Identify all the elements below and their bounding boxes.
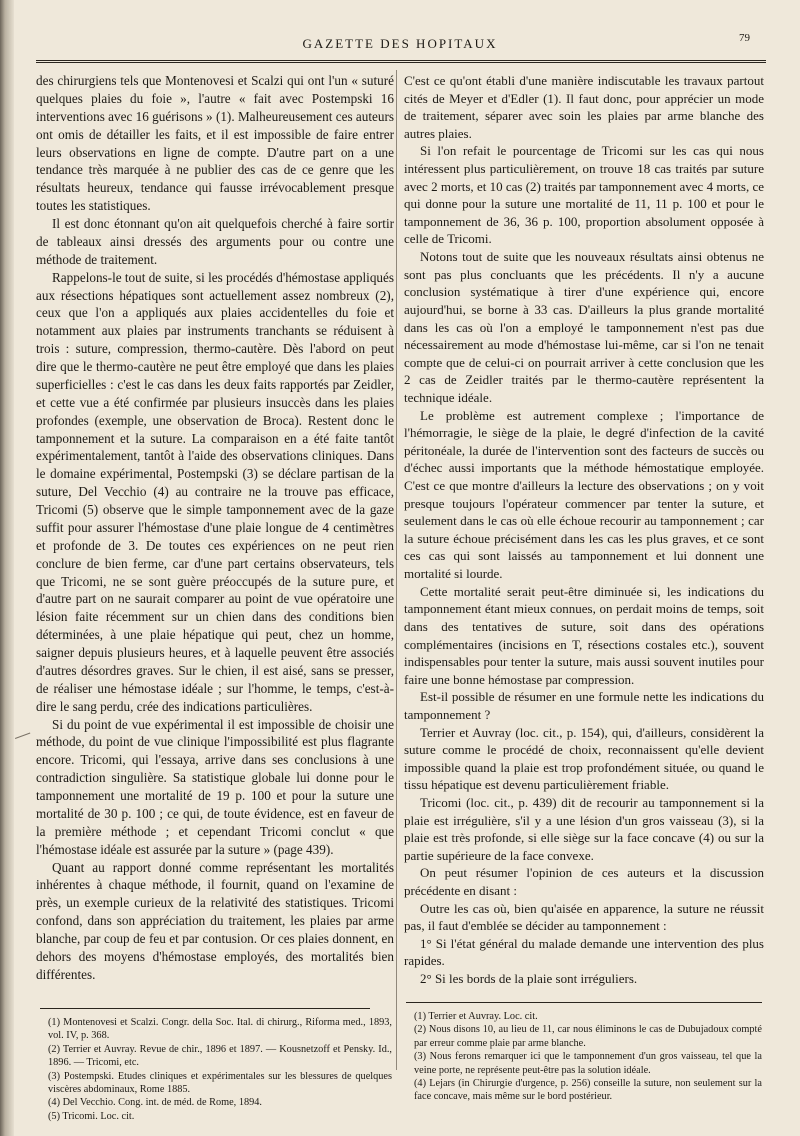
page-header [30,30,770,56]
paragraph: des chirurgiens tels que Montenovesi et Scalzi qui ont l'un « suturé quelques plaies du foie », l'autre « fait avec Postempski 16 interventions avec 16 guérisons » (1). Malheureusement ces auteurs ont omis de détailler les faits, et il est impossible de faire entrer leurs observations en ligne de compte. D'autre part on a une tendance très marquée à ne publier des cas de ce genre que les résultats heureux, tendance qui fausse irrévocablement presque toutes les statistiques. [36,73,394,214]
footnote: (3) Nous ferons remarquer ici que le tamponnement d'un gros vaisseau, tel que la veine porte, ne représente peut-être pas la solution idéale. [414,1051,762,1076]
footnote: (2) Terrier et Auvray. Revue de chir., 1896 et 1897. — Kousnetzoff et Pensky. Id., 1896. — Tricomi, etc. [48,1043,392,1069]
paragraph: On peut résumer l'opinion de ces auteurs et la discussion précédente en disant : [404,865,764,899]
paragraph: Le problème est autrement complexe ; l'importance de l'hémorragie, le siège de la plaie, le degré d'infection de la cavité péritonéale, la durée de l'intervention sont des facteurs de succès ou d'échec aussi importants que la méthode hémostatique employée. C'est ce que montre d'ailleurs la lecture des observations ; on y voit presque toujours l'opérateur commencer par tenter la suture, et seulement dans le cas où elle échoue recourir au tamponnement ; car la suture échoue précisément dans les cas les plus graves, et ce sont ces cas qui sont laissés au tamponnement et lui donnent une mortalité si lourde. [404,407,764,582]
right-column [404,72,764,988]
header-double-rule [36,60,766,63]
footnotes-left [40,1016,392,1123]
footnote-rule-left [40,1008,370,1009]
page-binding-edge [0,0,14,1136]
paragraph: Si l'on refait le pourcentage de Tricomi sur les cas qui nous intéressent plus particulièrement, on trouve 18 cas traités par suture avec 2 morts, et 10 cas (2) traités par tamponnement avec 4 morts, ce qui donne pour la suture une mortalité de 11, 11 p. 100 et pour le tamponnement de 36, 36 p. 100, proportion absolument opposée à celle de Tricomi. [404,143,764,247]
paragraph: Terrier et Auvray (loc. cit., p. 154), qui, d'ailleurs, considèrent la suture comme le procédé de choix, reconnaissent qu'elle devient impossible quand la plaie est trop profondément située, ou quand le tissu hépatique est devenu particulièrement friable. [404,724,764,793]
footnotes-right [406,1010,762,1104]
paragraph: Quant au rapport donné comme représentant les mortalités inhérentes à chaque méthode, il fournit, quand on l'examine de près, un exemple curieux de la relativité des statistiques. Tricomi confond, dans son appréciation du traitement, les plaies par arme blanche, par coup de feu et par contusion. Or ces plaies donnent, en dehors des moyens d'hémostase employés, des mortalités bien différentes. [36,859,394,982]
paragraph: Si du point de vue expérimental il est impossible de choisir une méthode, du point de vue clinique l'impossibilité est plus flagrante encore. Tricomi, qui l'essaya, arrive dans ses conclusions à une contradiction singulière. Sa statistique globale lui donne pour le tamponnement une mortalité de 19 p. 100 et pour la suture une mortalité de 30 p. 100 ; ce qui, de toute évidence, est en faveur de la première méthode ; et cependant Tricomi conclut « que l'hémostase idéale est assurée par la suture » (page 439). [36,716,394,857]
footnote: (1) Montenovesi et Scalzi. Congr. della Soc. Ital. di chirurg., Riforma med., 1893, vol. IV, p. 368. [48,1017,392,1042]
footnote: (5) Tricomi. Loc. cit. [48,1110,135,1122]
paragraph: Est-il possible de résumer en une formule nette les indications du tamponnement ? [404,689,764,722]
left-column [36,72,394,984]
paragraph: Notons tout de suite que les nouveaux résultats ainsi obtenus ne sont pas plus concluants que les précédents. Il n'y a aucune conclusion systématique à tirer d'une expérience qui, encore aujourd'hui, se borne à 33 cas. D'ailleurs la plus grande mortalité dans les cas où l'on a employé le tamponnement n'est pas due nécessairement au mode d'hémostase lui-même, car si l'on ne tenait compte que de celui-ci on pourrait arriver à cette conclusion que les 2 cas de Zeidler traités par le thermo-cautère représentent la technique idéale. [404,249,764,405]
footnote: (2) Nous disons 10, au lieu de 11, car nous éliminons le cas de Dubujadoux compté par erreur comme plaie par arme blanche. [414,1024,762,1049]
page-number: 79 [739,32,750,44]
footnote-rule-right [406,1002,762,1003]
paragraph: Tricomi (loc. cit., p. 439) dit de recourir au tamponnement si la plaie est irrégulière, s'il y a une lésion d'un gros vaisseau (3), si la plaie est très profonde, si elle siège sur la face concave (4) ou sur la partie supérieure de la face convexe. [404,794,764,863]
paragraph: Outre les cas où, bien qu'aisée en apparence, la suture ne réussit pas, il faut d'emblée se décider au tamponnement : [404,900,764,934]
journal-title: GAZETTE DES HOPITAUX [302,36,498,51]
paragraph: 1° Si l'état général du malade demande une intervention des plus rapides. [404,935,764,969]
column-divider [396,70,397,1070]
footnote: (3) Postempski. Etudes cliniques et expérimentales sur les blessures de quelques viscères abdominaux, Rome 1885. [48,1070,392,1096]
paragraph: Il est donc étonnant qu'on ait quelquefois cherché à faire sortir de tableaux ainsi dressés des arguments pour ou contre une méthode de traitement. [36,216,394,267]
footnote: (1) Terrier et Auvray. Loc. cit. [414,1011,538,1022]
paragraph: Cette mortalité serait peut-être diminuée si, les indications du tamponnement étant mieux connues, on perdait moins de temps, soit dans des tentatives de suture, soit dans des opérations complémentaires (incisions en T, résections costales etc.), souvent indispensables pour tenter la suture, mais aussi souvent inutiles pour faire une bonne hémostase par compression. [404,583,764,687]
paragraph: 2° Si les bords de la plaie sont irréguliers. [420,971,638,987]
paragraph: Rappelons-le tout de suite, si les procédés d'hémostase appliqués aux résections hépatiques sont actuellement assez nombreux (2), ceux que l'on a appliqués aux plaies accidentelles du foie et notamment aux plaies par instruments tranchants se réduisent à trois : suture, compression, thermo-cautère. Dès l'abord on peut dire que le thermo-cautère ne peut être employé que dans les plaies superficielles : c'est le cas dans les deux faits rapportés par Zeidler, et cette vue a été confirmée par plusieurs insuccès dans les plaies profondes (exemple, une observation de Broca). Restent donc le tamponnement et la suture. La comparaison en a été faite tantôt expérimentalement, tantôt à l'aide des observations cliniques. Dans le domaine expérimental, Postempski (3) se déclare partisan de la suture, Del Vecchio (4) au contraire ne la trouve pas efficace, Tricomi (5) observe que le simple tamponnement avec de la gaze suffit pour assurer l'hémostase d'une plaie longue de 4 centimètres et profonde de 3. De toutes ces expériences on ne peut rien conclure de bien ferme, car d'une part certains observateurs, tels que Tricomi, ne se sont guère préoccupés de la suture pure, et d'autre part on ne saurait comparer au point de vue opératoire une lésion faite récemment sur un chien dans des conditions bien déterminées, à une plaie hépatique qui peut, chez un homme, saigner depuis plusieurs heures, et à laquelle peuvent être associés d'autres désordres graves. Sur le chien, il est aisé, sans se presser, de réaliser une hémostase idéale ; sur l'homme, le temps, c'est-à-dire le sang perdu, crée des indications particulières. [36,269,394,714]
margin-pencil-mark [15,733,33,747]
footnote: (4) Del Vecchio. Cong. int. de méd. de Rome, 1894. [48,1097,263,1109]
footnote: (4) Lejars (in Chirurgie d'urgence, p. 256) conseille la suture, non seulement sur la face concave, mais même sur le bord postérieur. [414,1078,762,1103]
paragraph: C'est ce qu'ont établi d'une manière indiscutable les travaux partout cités de Meyer et d'Edler (1). Il faut donc, pour apprécier un mode de traitement, séparer avec soin les plaies par arme blanche des autres plaies. [404,73,764,141]
